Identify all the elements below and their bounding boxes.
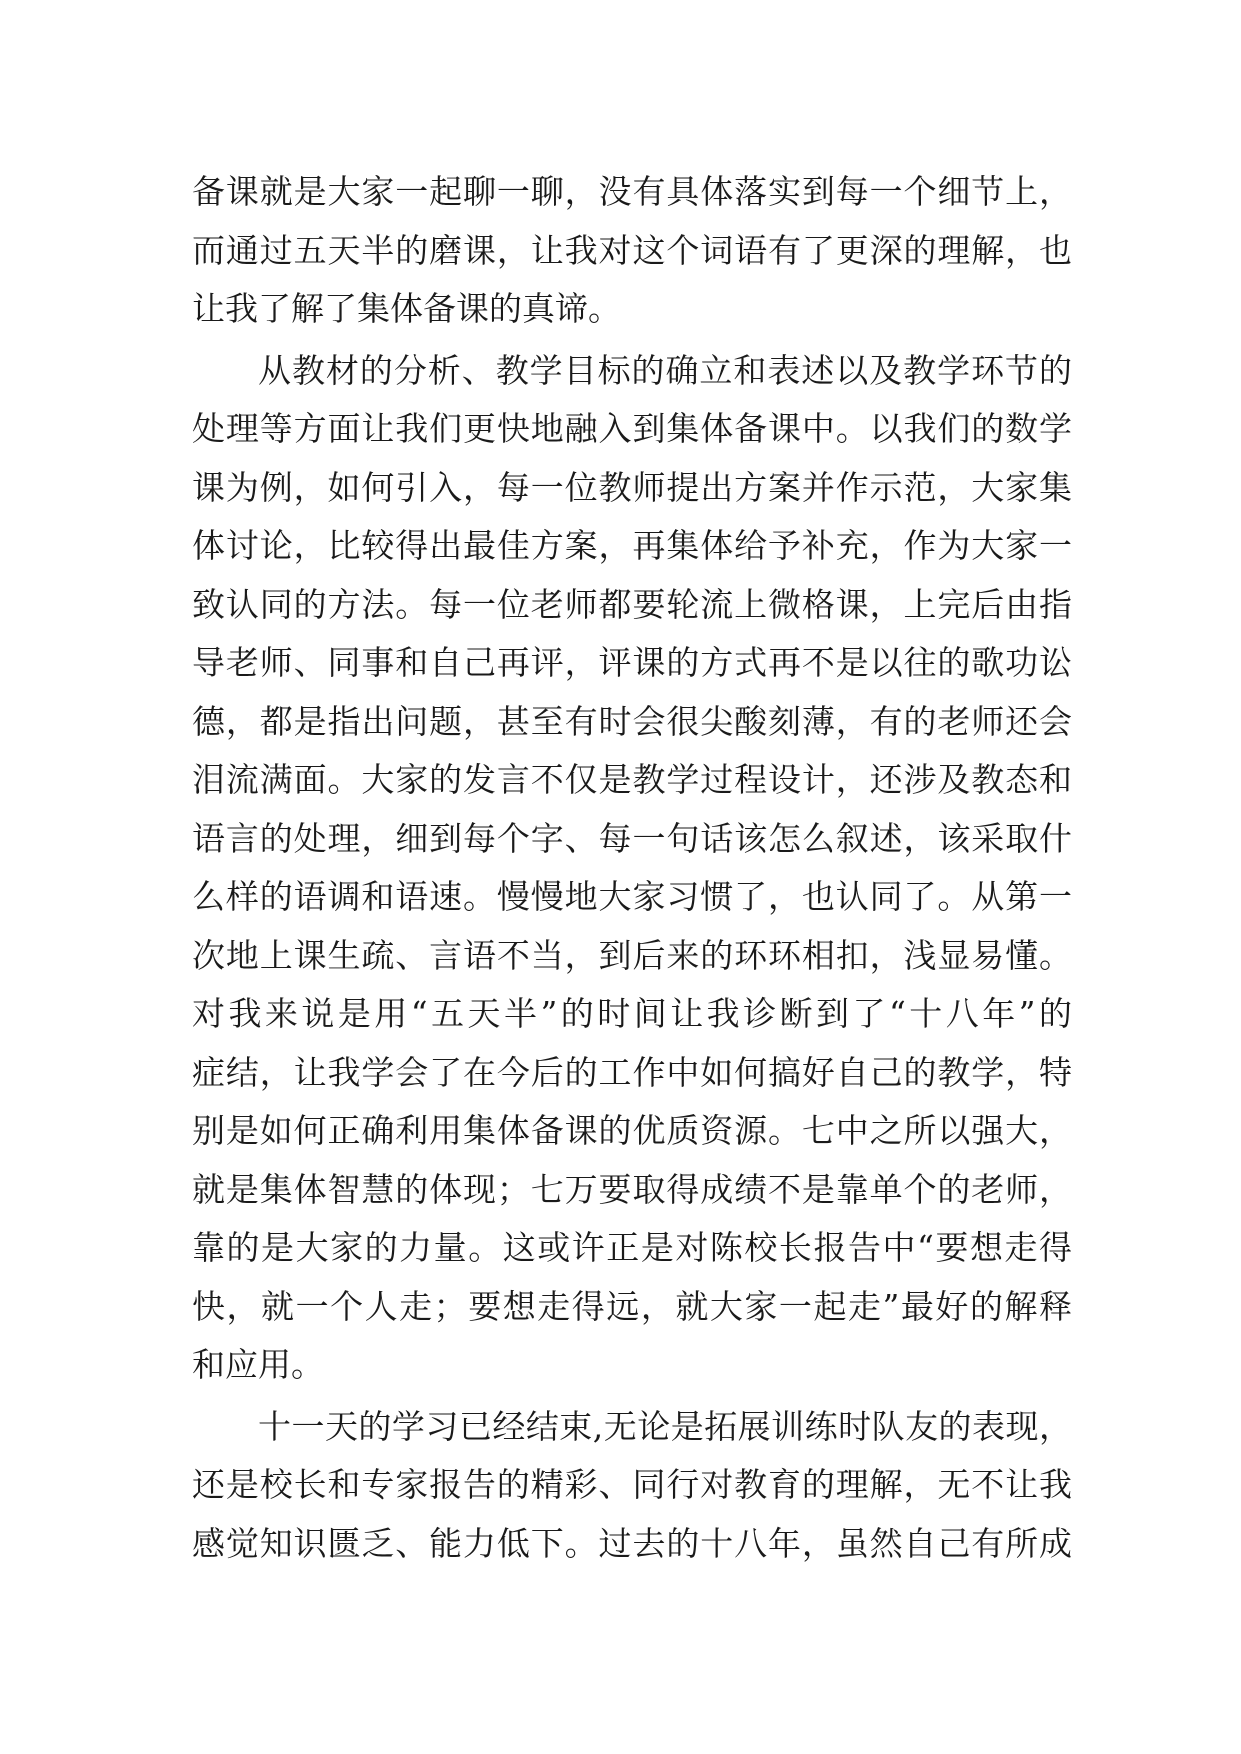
text-line: 感觉知识匮乏、能力低下。过去的十八年，虽然自己有所成 xyxy=(192,1523,1072,1563)
text-line: 而通过五天半的磨课，让我对这个词语有了更深的理解，也 xyxy=(192,230,1072,270)
text-line: 症结，让我学会了在今后的工作中如何搞好自己的教学，特 xyxy=(192,1052,1072,1092)
text-line: 体讨论，比较得出最佳方案，再集体给予补充，作为大家一 xyxy=(192,526,1072,565)
text-line: 还是校长和专家报告的精彩、同行对教育的理解，无不让我 xyxy=(192,1465,1072,1504)
text-line: 导老师、同事和自己再评，评课的方式再不是以往的歌功讼 xyxy=(192,643,1072,682)
text-line: 让我了解了集体备课的真谛。 xyxy=(192,289,621,328)
paragraph xyxy=(192,342,1072,1395)
paragraph xyxy=(192,163,1072,339)
text-line: 十一天的学习已经结束,无论是拓展训练时队友的表现， xyxy=(258,1406,1072,1446)
text-line: 次地上课生疏、言语不当，到后来的环环相扣，浅显易懂。 xyxy=(192,935,1072,975)
text-line: 就是集体智慧的体现；七万要取得成绩不是靠单个的老师， xyxy=(192,1169,1072,1209)
text-line: 快，就一个人走；要想走得远，就大家一起走”最好的解释 xyxy=(192,1286,1072,1326)
paragraph xyxy=(192,1398,1072,1574)
text-line: 和应用。 xyxy=(192,1345,324,1384)
text-line: 从教材的分析、教学目标的确立和表述以及教学环节的 xyxy=(258,350,1072,390)
text-line: 处理等方面让我们更快地融入到集体备课中。以我们的数学 xyxy=(192,409,1072,448)
text-line: 致认同的方法。每一位老师都要轮流上微格课，上完后由指 xyxy=(192,584,1072,624)
text-line: 泪流满面。大家的发言不仅是教学过程设计，还涉及教态和 xyxy=(192,760,1072,799)
text-line: 么样的语调和语速。慢慢地大家习惯了，也认同了。从第一 xyxy=(192,877,1072,916)
text-line: 对我来说是用“五天半”的时间让我诊断到了“十八年”的 xyxy=(192,994,1072,1033)
text-line: 德，都是指出问题，甚至有时会很尖酸刻薄，有的老师还会 xyxy=(192,701,1072,741)
document-body xyxy=(192,163,1072,1573)
text-line: 语言的处理，细到每个字、每一句话该怎么叙述，该采取什 xyxy=(192,818,1072,858)
text-line: 别是如何正确利用集体备课的优质资源。七中之所以强大， xyxy=(192,1111,1072,1150)
text-line: 课为例，如何引入，每一位教师提出方案并作示范，大家集 xyxy=(192,467,1072,507)
text-line: 备课就是大家一起聊一聊，没有具体落实到每一个细节上， xyxy=(192,172,1072,211)
text-line: 靠的是大家的力量。这或许正是对陈校长报告中“要想走得 xyxy=(192,1228,1072,1267)
